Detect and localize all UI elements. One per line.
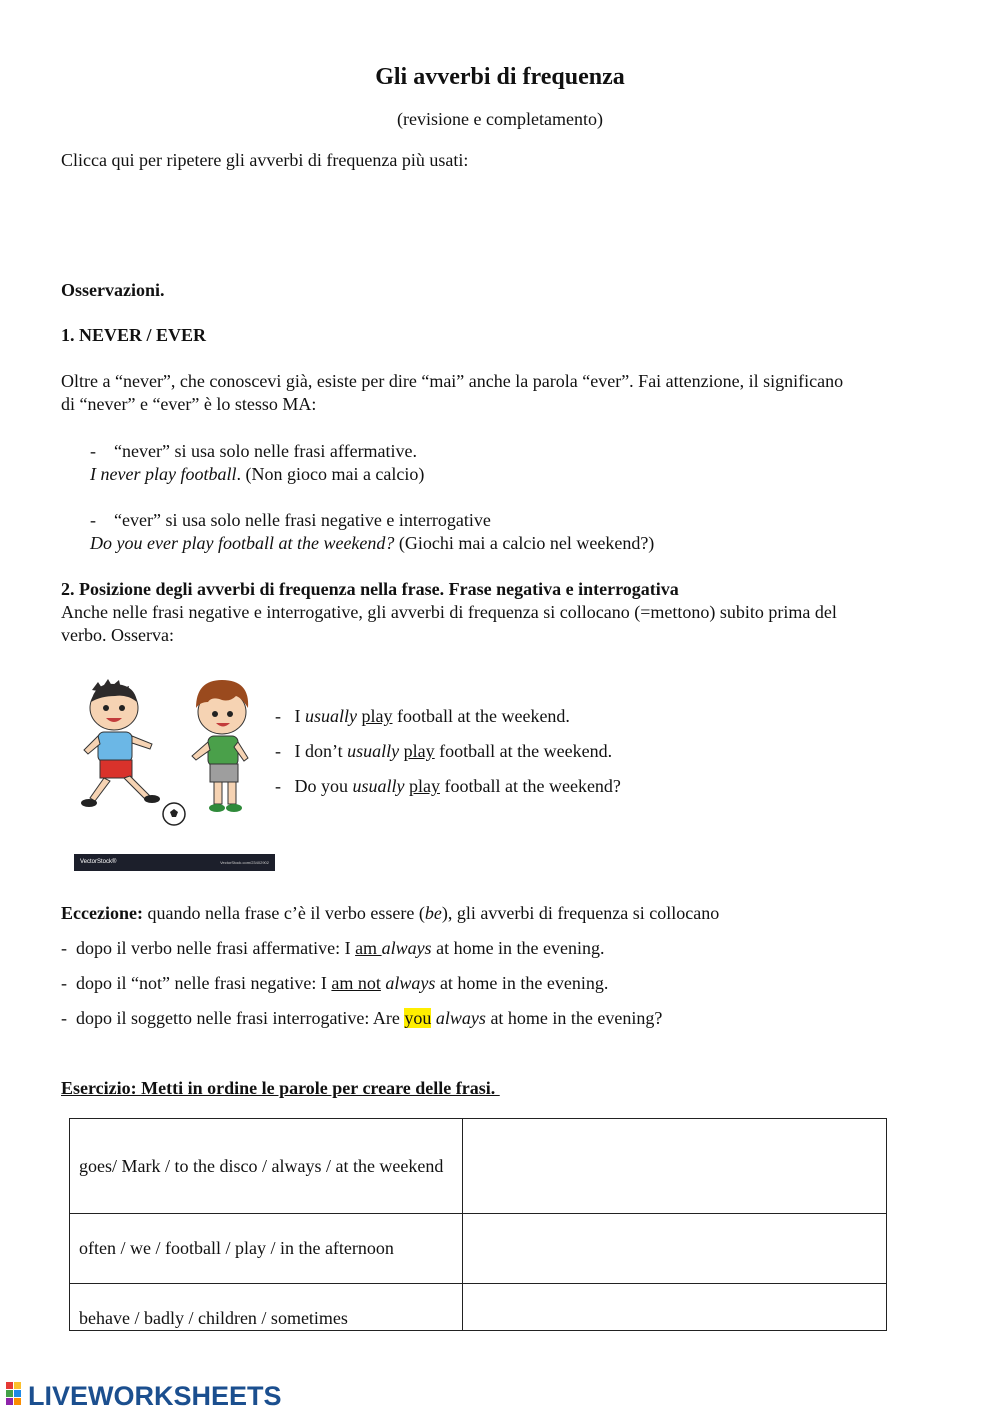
vectorstock-brand: VectorStock® — [80, 859, 117, 865]
ex3-rest: football at the weekend? — [440, 776, 621, 796]
section1-example2 — [90, 532, 654, 555]
page-title: Gli avverbi di frequenza — [375, 64, 625, 90]
section1-heading: 1. NEVER / EVER — [61, 325, 207, 345]
position-example-1: - I usually play football at the weekend. — [275, 706, 570, 726]
ecc3-pre: dopo il soggetto nelle frasi interrogative: Are — [76, 1008, 405, 1028]
ecc2-pre: dopo il “not” nelle frasi negative: I — [76, 973, 332, 993]
vectorstock-url: VectorStock.com/23402902 — [220, 860, 269, 865]
bullet2-text: “ever” si usa solo nelle frasi negative e interrogative — [114, 510, 491, 530]
exercise-prompt-2: often / we / football / play / in the afternoon — [70, 1214, 463, 1284]
exercise-table — [69, 1118, 887, 1331]
eccezione-line-3: - dopo il soggetto nelle frasi interrogative: Are you always at home in the evening? — [61, 1008, 663, 1028]
liveworksheets-cube-icon — [6, 1382, 30, 1408]
intro-link-text[interactable]: Clicca qui per ripetere gli avverbi di frequenza più usati: — [61, 150, 469, 170]
ex3-subject: Do you — [294, 776, 353, 796]
example2-rest: (Giochi mai a calcio nel weekend?) — [394, 533, 655, 553]
section1-para-line1: Oltre a “never”, che conoscevi già, esiste per dire “mai” anche la parola “ever”. Fai attenzione, il significano — [61, 371, 844, 391]
ex2-adverb: usually — [347, 741, 400, 761]
ecc1-rest: at home in the evening. — [431, 938, 605, 958]
section1-bullet1: - “never” si usa solo nelle frasi affermative. — [90, 441, 418, 461]
ex1-rest: football at the weekend. — [392, 706, 570, 726]
position-example-2: - I don’t usually play football at the weekend. — [275, 741, 613, 761]
table-row — [70, 1214, 887, 1284]
eccezione-text1: quando nella frase c’è il verbo essere ( — [142, 903, 425, 923]
eccezione-line-2: - dopo il “not” nelle frasi negative: I am not always at home in the evening. — [61, 973, 609, 993]
boy-left — [81, 679, 160, 807]
example1-rest: . (Non gioco mai a calcio) — [236, 464, 425, 484]
ecc1-verb: am — [355, 938, 382, 958]
eccezione-intro — [61, 902, 941, 925]
example1-italic: I never play football — [90, 464, 237, 484]
page-subtitle: (revisione e completamento) — [397, 109, 603, 129]
section1-example1 — [90, 463, 424, 486]
exercise-heading: Esercizio: Metti in ordine le parole per creare delle frasi. — [61, 1078, 500, 1098]
ex1-subject: I — [294, 706, 305, 726]
osservazioni-heading: Osservazioni. — [61, 280, 165, 300]
exercise-answer-1[interactable] — [463, 1119, 887, 1214]
eccezione-be: be — [424, 903, 442, 923]
section2-heading: 2. Posizione degli avverbi di frequenza nella frase. Frase negativa e interrogativa — [61, 579, 679, 599]
example2-italic: Do you ever play football at the weekend? — [90, 533, 395, 553]
ecc2-rest: at home in the evening. — [435, 973, 609, 993]
eccezione-line-1: - dopo il verbo nelle frasi affermative: I am always at home in the evening. — [61, 938, 605, 958]
ecc2-verb: am not — [331, 973, 381, 993]
ex2-verb: play — [403, 741, 435, 761]
bullet1-text: “never” si usa solo nelle frasi affermative. — [114, 441, 418, 461]
ecc3-adverb: always — [435, 1008, 486, 1028]
position-examples — [275, 705, 621, 810]
exercise-prompt-1: goes/ Mark / to the disco / always / at the weekend — [70, 1119, 463, 1214]
vectorstock-watermark — [74, 854, 275, 871]
table-row — [70, 1284, 887, 1331]
ex3-adverb: usually — [352, 776, 405, 796]
ex2-rest: football at the weekend. — [434, 741, 613, 761]
liveworksheets-brand-text: LIVEWORKSHEETS — [28, 1381, 282, 1411]
ex1-verb: play — [361, 706, 393, 726]
table-row — [70, 1119, 887, 1214]
section1-para-line2: di “never” e “ever” è lo stesso MA: — [61, 394, 317, 414]
exercise-prompt-3: behave / badly / children / sometimes — [70, 1284, 463, 1331]
ecc1-pre: dopo il verbo nelle frasi affermative: I — [76, 938, 356, 958]
eccezione-text2: ), gli avverbi di frequenza si collocano — [441, 903, 720, 923]
exercise-answer-3[interactable] — [463, 1284, 887, 1331]
position-example-3: - Do you usually play football at the weekend? — [275, 776, 621, 796]
ecc2-adverb: always — [385, 973, 436, 993]
boy-right — [192, 680, 248, 812]
ex1-adverb: usually — [305, 706, 357, 726]
soccer-ball — [163, 803, 185, 825]
ex3-verb: play — [409, 776, 440, 796]
ecc3-subject-highlight: you — [404, 1008, 432, 1028]
section1-bullet2: - “ever” si usa solo nelle frasi negative e interrogative — [90, 510, 491, 530]
ecc3-rest: at home in the evening? — [485, 1008, 663, 1028]
section2-para-line2: verbo. Osserva: — [61, 625, 174, 645]
ex2-subject: I don’t — [294, 741, 348, 761]
boys-football-illustration — [72, 672, 277, 847]
ecc1-adverb: always — [381, 938, 432, 958]
section2-para-line1: Anche nelle frasi negative e interrogative, gli avverbi di frequenza si collocano (=mettono) subito prima del — [61, 602, 837, 622]
eccezione-label: Eccezione: — [61, 903, 143, 923]
exercise-answer-2[interactable] — [463, 1214, 887, 1284]
